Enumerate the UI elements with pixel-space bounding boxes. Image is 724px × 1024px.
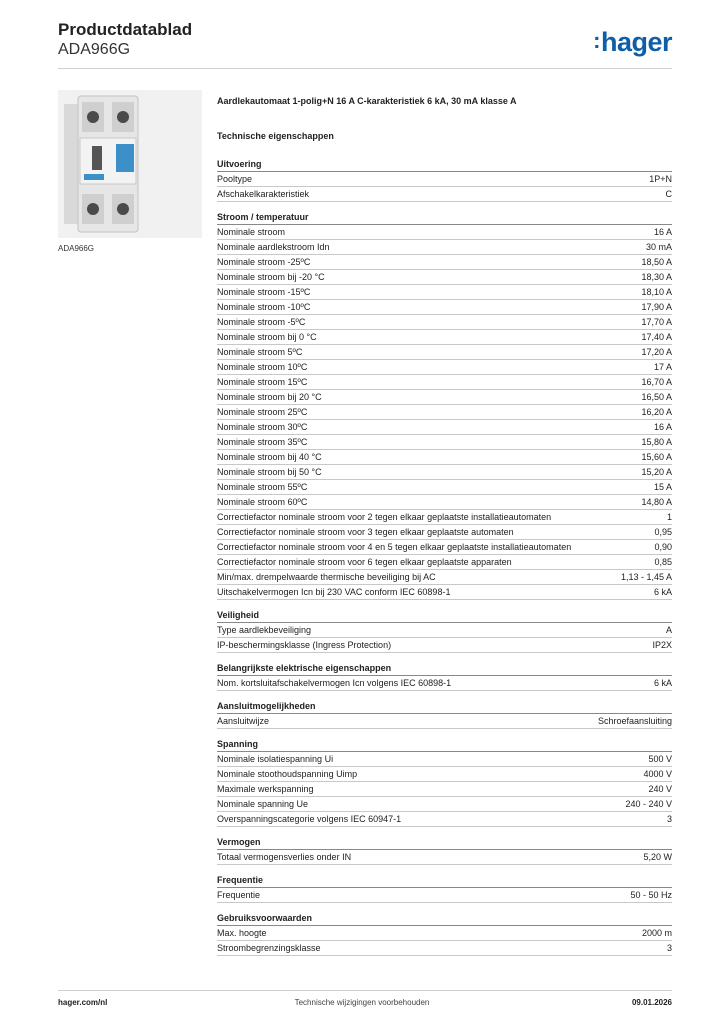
spec-value: 1 bbox=[666, 512, 672, 522]
spec-value: 15,60 A bbox=[641, 452, 672, 462]
spec-row bbox=[217, 525, 672, 540]
hager-logo: :hager bbox=[593, 27, 672, 57]
spec-row bbox=[217, 315, 672, 330]
spec-row bbox=[217, 585, 672, 600]
spec-label: Nominale stroom 15ºC bbox=[217, 377, 308, 387]
spec-value: 30 mA bbox=[645, 242, 672, 252]
spec-value: 2000 m bbox=[641, 928, 672, 938]
spec-label: Frequentie bbox=[217, 890, 261, 900]
spec-row bbox=[217, 888, 672, 903]
header-divider bbox=[58, 68, 672, 69]
spec-row bbox=[217, 285, 672, 300]
spec-label: Min/max. drempelwaarde thermische beveiliging bij AC bbox=[217, 572, 436, 582]
spec-label: Nominale stroom bbox=[217, 227, 286, 237]
spec-label: Aansluitwijze bbox=[217, 716, 270, 726]
logo-dots-icon: : bbox=[593, 28, 600, 53]
tech-properties-title: Technische eigenschappen bbox=[217, 131, 334, 141]
spec-value: 18,30 A bbox=[641, 272, 672, 282]
section-title: Veiligheid bbox=[217, 609, 672, 623]
spec-section bbox=[217, 609, 672, 653]
spec-label: Pooltype bbox=[217, 174, 253, 184]
spec-section bbox=[217, 662, 672, 691]
spec-value: 3 bbox=[666, 814, 672, 824]
spec-label: Nominale stroom 10ºC bbox=[217, 362, 308, 372]
spec-label: Nominale stoothoudspanning Uimp bbox=[217, 769, 358, 779]
spec-row bbox=[217, 240, 672, 255]
spec-value: 6 kA bbox=[653, 678, 672, 688]
spec-row bbox=[217, 941, 672, 956]
spec-row bbox=[217, 225, 672, 240]
spec-value: 17 A bbox=[653, 362, 672, 372]
spec-value: 17,40 A bbox=[641, 332, 672, 342]
spec-label: Totaal vermogensverlies onder IN bbox=[217, 852, 352, 862]
spec-row bbox=[217, 345, 672, 360]
section-title: Spanning bbox=[217, 738, 672, 752]
spec-row bbox=[217, 570, 672, 585]
spec-row bbox=[217, 797, 672, 812]
spec-row bbox=[217, 480, 672, 495]
spec-value: 17,90 A bbox=[641, 302, 672, 312]
spec-value: 16,70 A bbox=[641, 377, 672, 387]
section-title: Vermogen bbox=[217, 836, 672, 850]
spec-section bbox=[217, 700, 672, 729]
page-header bbox=[58, 20, 192, 60]
spec-label: Maximale werkspanning bbox=[217, 784, 314, 794]
spec-row bbox=[217, 714, 672, 729]
spec-row bbox=[217, 187, 672, 202]
spec-value: 240 - 240 V bbox=[625, 799, 672, 809]
spec-value: 1,13 - 1,45 A bbox=[620, 572, 672, 582]
spec-label: Afschakelkarakteristiek bbox=[217, 189, 310, 199]
spec-sections bbox=[217, 158, 672, 956]
footer-disclaimer: Technische wijzigingen voorbehouden bbox=[294, 998, 430, 1007]
spec-label: Nominale spanning Ue bbox=[217, 799, 309, 809]
spec-label: Nominale stroom bij 20 °C bbox=[217, 392, 322, 402]
spec-row bbox=[217, 782, 672, 797]
spec-value: 18,10 A bbox=[641, 287, 672, 297]
spec-value: 16,50 A bbox=[641, 392, 672, 402]
spec-row bbox=[217, 405, 672, 420]
spec-row bbox=[217, 676, 672, 691]
spec-value: 17,20 A bbox=[641, 347, 672, 357]
spec-label: Nominale stroom 30ºC bbox=[217, 422, 308, 432]
spec-row bbox=[217, 270, 672, 285]
spec-label: Overspanningscategorie volgens IEC 60947-1 bbox=[217, 814, 402, 824]
spec-row bbox=[217, 330, 672, 345]
spec-row bbox=[217, 623, 672, 638]
spec-label: Nominale stroom 35ºC bbox=[217, 437, 308, 447]
spec-label: Correctiefactor nominale stroom voor 4 en 5 tegen elkaar geplaatste installatieautomaten bbox=[217, 542, 572, 552]
spec-label: Nom. kortsluitafschakelvermogen Icn volgens IEC 60898-1 bbox=[217, 678, 452, 688]
spec-label: Stroombegrenzingsklasse bbox=[217, 943, 321, 953]
section-title: Uitvoering bbox=[217, 158, 672, 172]
section-title: Stroom / temperatuur bbox=[217, 211, 672, 225]
spec-value: 0,85 bbox=[654, 557, 672, 567]
spec-section bbox=[217, 158, 672, 202]
spec-row bbox=[217, 255, 672, 270]
spec-value: A bbox=[665, 625, 672, 635]
spec-label: Nominale stroom bij 40 °C bbox=[217, 452, 322, 462]
document-title: Productdatablad bbox=[58, 20, 193, 39]
image-caption: ADA966G bbox=[58, 244, 95, 253]
spec-value: 17,70 A bbox=[641, 317, 672, 327]
spec-value: 15 A bbox=[653, 482, 672, 492]
spec-row bbox=[217, 540, 672, 555]
spec-value: 3 bbox=[666, 943, 672, 953]
spec-value: 14,80 A bbox=[641, 497, 672, 507]
spec-row bbox=[217, 420, 672, 435]
spec-value: 16 A bbox=[653, 227, 672, 237]
spec-row bbox=[217, 495, 672, 510]
spec-label: Nominale isolatiespanning Ui bbox=[217, 754, 334, 764]
spec-value: 5,20 W bbox=[643, 852, 672, 862]
spec-row bbox=[217, 435, 672, 450]
spec-label: Correctiefactor nominale stroom voor 2 tegen elkaar geplaatste installatieautomaten bbox=[217, 512, 552, 522]
spec-value: 15,20 A bbox=[641, 467, 672, 477]
spec-value: 16,20 A bbox=[641, 407, 672, 417]
spec-label: Nominale stroom 60ºC bbox=[217, 497, 308, 507]
spec-label: Correctiefactor nominale stroom voor 3 tegen elkaar geplaatste automaten bbox=[217, 527, 514, 537]
spec-label: Max. hoogte bbox=[217, 928, 267, 938]
spec-label: Nominale stroom 5ºC bbox=[217, 347, 303, 357]
spec-label: Nominale stroom -25ºC bbox=[217, 257, 311, 267]
spec-row bbox=[217, 926, 672, 941]
spec-value: Schroefaansluiting bbox=[597, 716, 672, 726]
spec-label: Nominale stroom bij 0 °C bbox=[217, 332, 317, 342]
section-title: Gebruiksvoorwaarden bbox=[217, 912, 672, 926]
spec-section bbox=[217, 874, 672, 903]
section-title: Frequentie bbox=[217, 874, 672, 888]
spec-row bbox=[217, 465, 672, 480]
spec-row bbox=[217, 300, 672, 315]
spec-value: 18,50 A bbox=[641, 257, 672, 267]
spec-row bbox=[217, 638, 672, 653]
spec-label: Nominale stroom -5ºC bbox=[217, 317, 306, 327]
spec-label: Nominale aardlekstroom Idn bbox=[217, 242, 330, 252]
spec-row bbox=[217, 375, 672, 390]
spec-value: 16 A bbox=[653, 422, 672, 432]
spec-row bbox=[217, 812, 672, 827]
circuit-breaker-icon bbox=[58, 90, 202, 238]
spec-row bbox=[217, 510, 672, 525]
spec-value: 500 V bbox=[648, 754, 672, 764]
section-title: Aansluitmogelijkheden bbox=[217, 700, 672, 714]
spec-row bbox=[217, 767, 672, 782]
spec-value: 240 V bbox=[648, 784, 672, 794]
section-title: Belangrijkste elektrische eigenschappen bbox=[217, 662, 672, 676]
spec-section bbox=[217, 211, 672, 600]
footer-date: 09.01.2026 bbox=[631, 998, 672, 1007]
spec-label: Uitschakelvermogen Icn bij 230 VAC conform IEC 60898-1 bbox=[217, 587, 451, 597]
spec-row bbox=[217, 390, 672, 405]
spec-content bbox=[217, 95, 672, 965]
spec-value: 0,90 bbox=[654, 542, 672, 552]
product-description: Aardlekautomaat 1-polig+N 16 A C-karakteristiek 6 kA, 30 mA klasse A bbox=[217, 96, 517, 106]
spec-label: Correctiefactor nominale stroom voor 6 tegen elkaar geplaatste apparaten bbox=[217, 557, 512, 567]
spec-row bbox=[217, 172, 672, 187]
spec-label: Nominale stroom 55ºC bbox=[217, 482, 308, 492]
spec-label: Nominale stroom 25ºC bbox=[217, 407, 308, 417]
spec-value: 4000 V bbox=[643, 769, 672, 779]
spec-value: C bbox=[665, 189, 672, 199]
spec-label: IP-beschermingsklasse (Ingress Protection) bbox=[217, 640, 392, 650]
spec-row bbox=[217, 850, 672, 865]
footer-divider bbox=[58, 990, 672, 991]
spec-label: Nominale stroom bij 50 °C bbox=[217, 467, 322, 477]
spec-section bbox=[217, 836, 672, 865]
spec-value: 50 - 50 Hz bbox=[630, 890, 672, 900]
spec-row bbox=[217, 555, 672, 570]
product-code: ADA966G bbox=[58, 41, 131, 58]
spec-label: Nominale stroom -15ºC bbox=[217, 287, 311, 297]
spec-label: Nominale stroom -10ºC bbox=[217, 302, 311, 312]
product-image bbox=[58, 90, 202, 238]
spec-value: 6 kA bbox=[653, 587, 672, 597]
spec-label: Type aardlekbeveiliging bbox=[217, 625, 312, 635]
footer-website[interactable]: hager.com/nl bbox=[58, 998, 108, 1007]
spec-value: 1P+N bbox=[649, 174, 672, 184]
spec-value: 0,95 bbox=[654, 527, 672, 537]
spec-section bbox=[217, 912, 672, 956]
spec-label: Nominale stroom bij -20 °C bbox=[217, 272, 325, 282]
spec-value: IP2X bbox=[652, 640, 672, 650]
spec-row bbox=[217, 360, 672, 375]
spec-section bbox=[217, 738, 672, 827]
spec-row bbox=[217, 450, 672, 465]
spec-row bbox=[217, 752, 672, 767]
spec-value: 15,80 A bbox=[641, 437, 672, 447]
